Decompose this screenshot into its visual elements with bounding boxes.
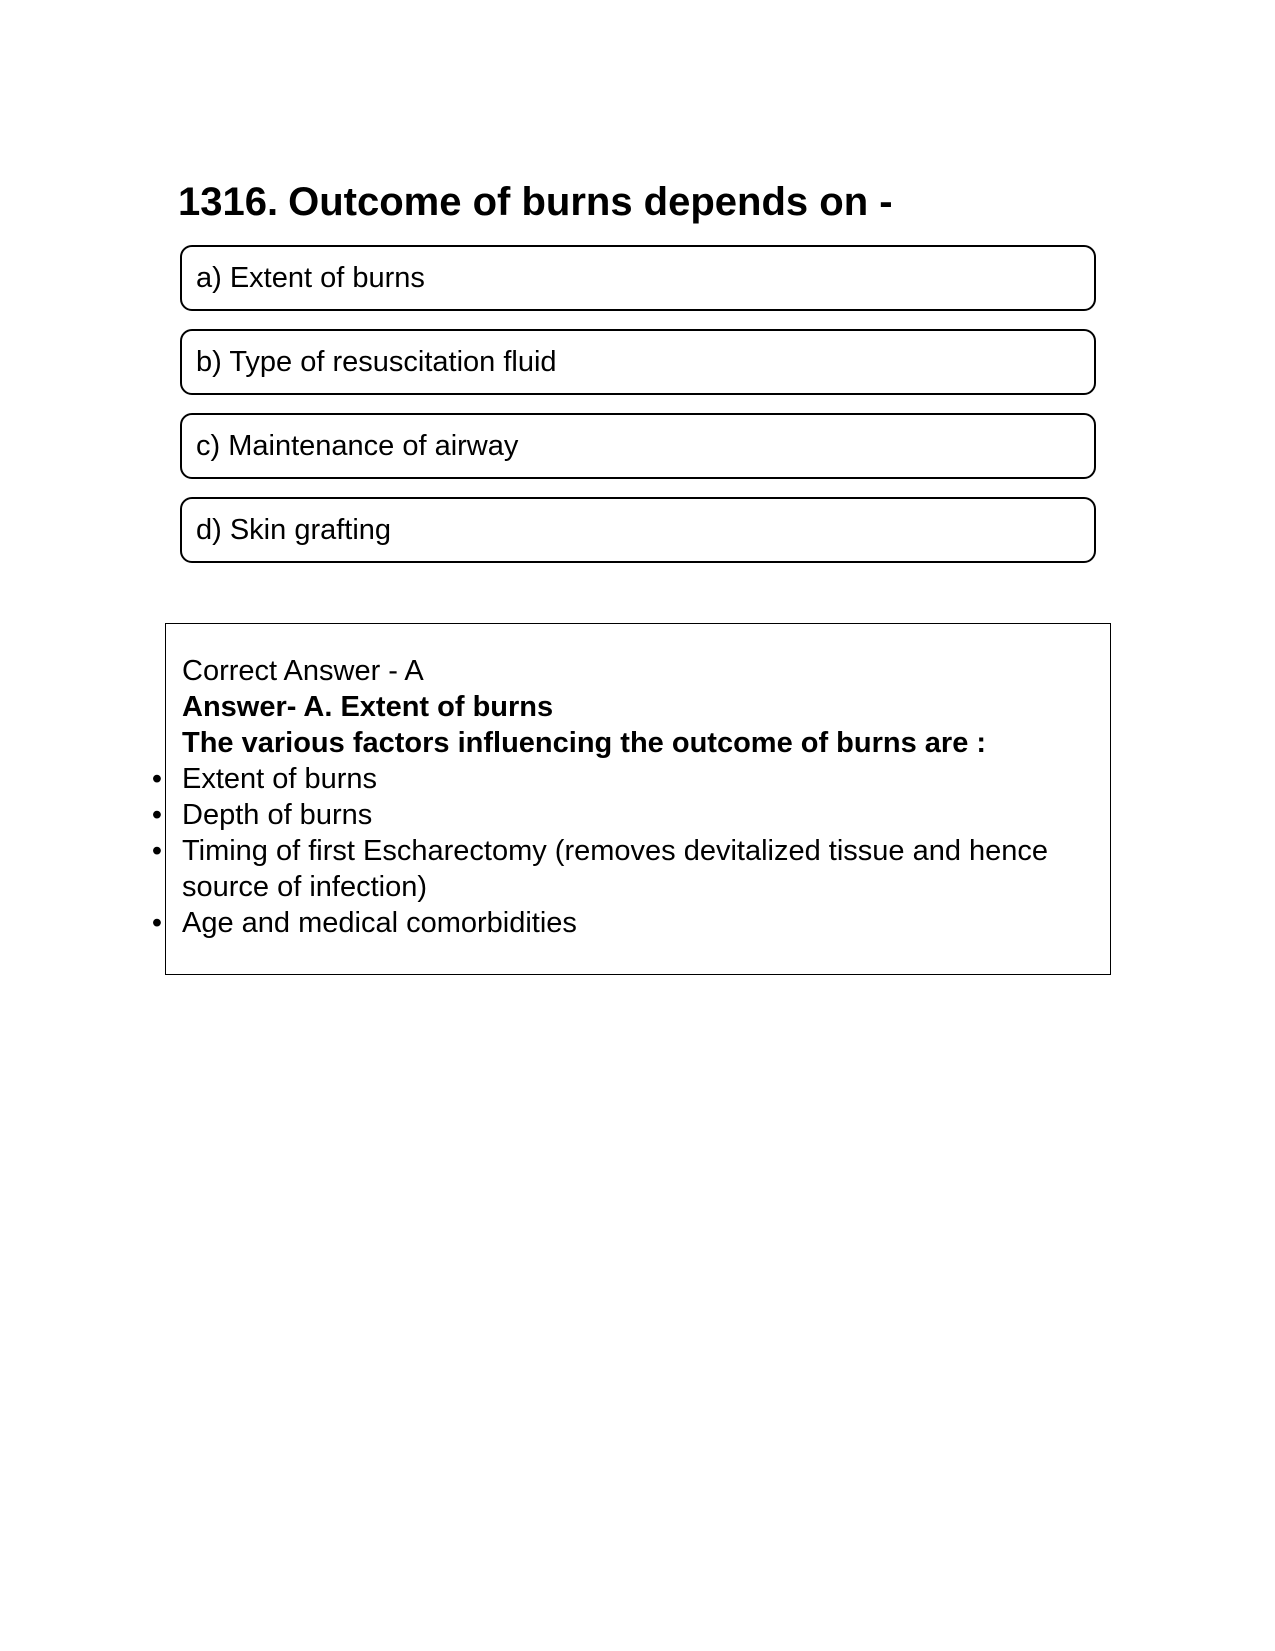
list-item xyxy=(151,833,1092,905)
list-item xyxy=(151,905,1092,941)
factor-text: Extent of burns xyxy=(182,763,378,795)
answer-explanation xyxy=(151,653,1092,941)
factor-text: Depth of burns xyxy=(182,799,373,831)
factors-heading: The various factors influencing the outcome of burns are : xyxy=(182,727,987,759)
question-text: Outcome of burns depends on - xyxy=(288,180,893,224)
question-number: 1316. xyxy=(178,180,279,224)
option-a[interactable]: a) Extent of burns xyxy=(180,245,1096,311)
bullet-icon: • xyxy=(151,763,163,795)
factor-text: Timing of first Escharectomy (removes devitalized tissue and hence source of infection) xyxy=(182,835,1049,903)
list-item xyxy=(151,797,1092,833)
bullet-icon: • xyxy=(151,799,163,831)
factor-list xyxy=(151,761,1092,941)
question-title xyxy=(178,178,893,226)
list-item xyxy=(151,761,1092,797)
correct-answer-line: Correct Answer - A xyxy=(182,655,424,687)
bullet-icon: • xyxy=(151,907,163,939)
factor-text: Age and medical comorbidities xyxy=(182,907,577,939)
option-d[interactable]: d) Skin grafting xyxy=(180,497,1096,563)
answer-heading: Answer- A. Extent of burns xyxy=(182,691,554,723)
bullet-icon: • xyxy=(151,835,163,867)
option-c[interactable]: c) Maintenance of airway xyxy=(180,413,1096,479)
option-b[interactable]: b) Type of resuscitation fluid xyxy=(180,329,1096,395)
